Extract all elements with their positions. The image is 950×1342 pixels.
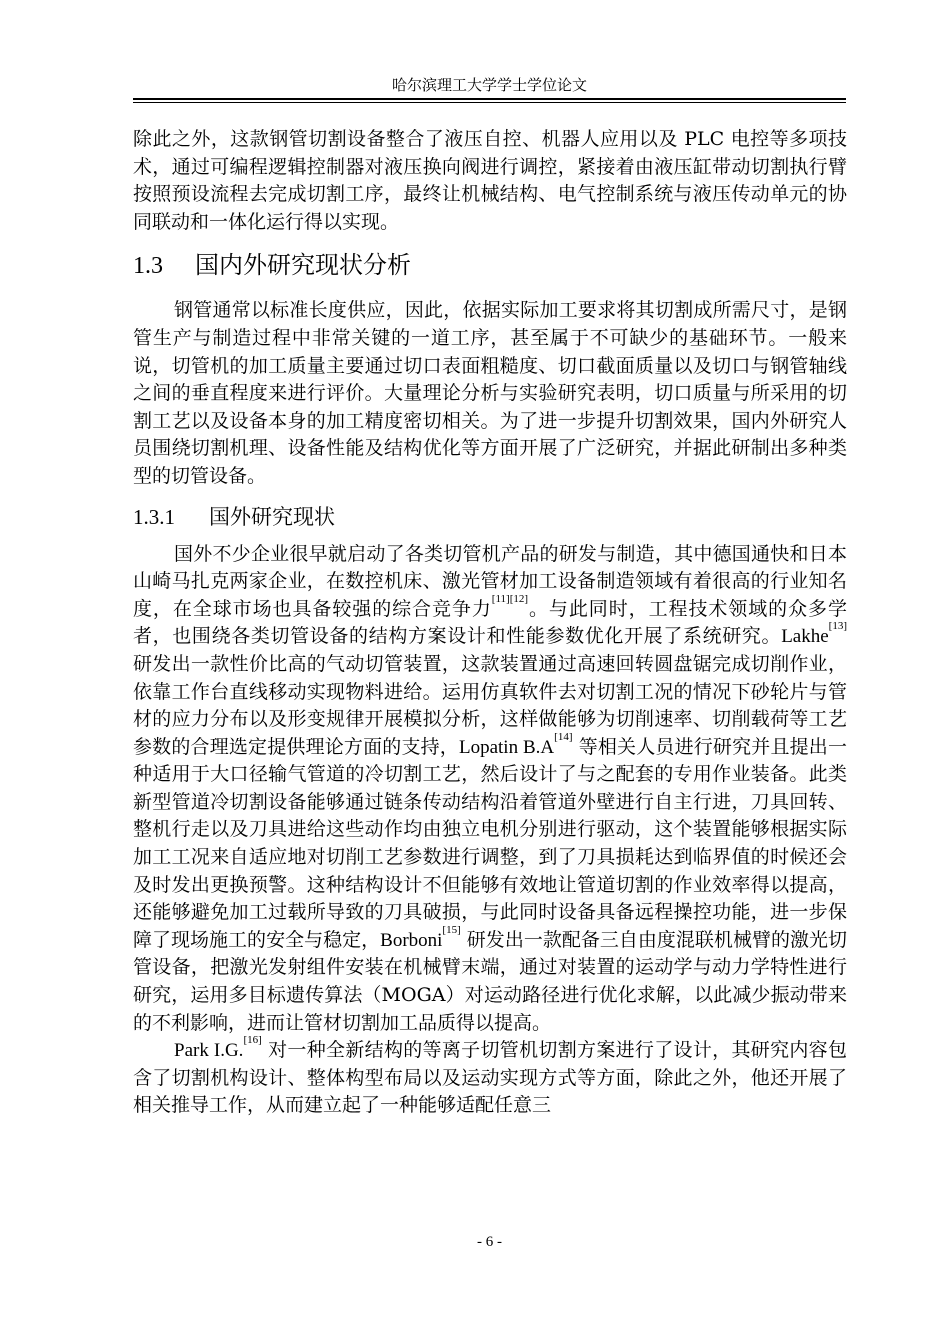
text-run: 研发出一款性价比高的气动切管装置，这款装置通过高速回转圆盘锯完成切削作业，依靠工作台直线移动实现物料进给。运用仿真软件去对切割工况的情况下砂轮片与管材的应力分布以及形变规律开展模拟分析，这样做能够为切削速率、切削载荷等工艺参数的合理选定提供理论方面的支持， xyxy=(133,652,847,758)
park-paragraph xyxy=(133,1034,847,1120)
text-run: 研发出一款配备三自由度混联机械臂的激光切管设备，把激光发射组件安装在机械臂末端，通过对装置的运动学与动力学特性进行研究，运用多目标遗传算法（MOGA）对运动路径进行优化求解，以此减少振动带来的不利影响，进而让管材切割加工品质得以提高。 xyxy=(133,928,847,1034)
citation: [14] xyxy=(554,730,573,743)
text-run: 国外不少企业很早就启动了各类切管机产品的研发与制造，其中德国通快和日本山崎马扎克两家企业，在数控机床、激光管材加工设备制造领域有着很高的行业知名度，在全球市场也具备较强的综合竞争力 xyxy=(133,542,847,620)
intro-paragraph: 除此之外，这款钢管切割设备整合了液压自控、机器人应用以及 PLC 电控等多项技术，通过可编程逻辑控制器对液压换向阀进行调控，紧接着由液压缸带动切割执行臂按照预设流程去完成切割工序，最终让机械结构、电气控制系统与液压传动单元的协同联动和一体化运行得以实现。 xyxy=(133,128,847,233)
subsection-number: 1.3.1 xyxy=(133,504,175,529)
running-header: 哈尔滨理工大学学士学位论文 xyxy=(391,76,587,94)
section-heading-1-3 xyxy=(133,250,847,281)
text-run: 对一种全新结构的等离子切管机切割方案进行了设计，其研究内容包含了切割机构设计、整体构型布局以及运动实现方式等方面，除此之外，他还开展了相关推导工作，从而建立起了一种能够适配任意三 xyxy=(133,1039,847,1117)
page-number: - 6 - xyxy=(477,1234,502,1250)
author-name: Borboni xyxy=(380,929,443,951)
author-name: Lopatin B.A xyxy=(458,736,555,758)
citation: [13] xyxy=(828,620,847,633)
header-rule-thin xyxy=(133,102,846,103)
author-name: Lakhe xyxy=(781,626,829,648)
body-content xyxy=(133,126,847,1120)
section-title: 国内外研究现状分析 xyxy=(195,251,411,280)
text-run: 等相关人员进行研究并且提出一种适用于大口径输气管道的冷切割工艺，然后设计了与之配套的专用作业装备。此类新型管道冷切割设备能够通过链条传动结构沿着管道外壁进行自主行进，刀具回转、整机行走以及刀具进给这些动作均由独立电机分别进行驱动，这个装置能够根据实际加工工况来自适应地对切削工艺参数进行调整，到了刀具损耗达到临界值的时候还会及时发出更换预警。这种结构设计不但能够有效地让管道切割的作业效率得以提高，还能够避免加工过载所导致的刀具破损，与此同时设备具备远程操控功能，进一步保障了现场施工的安全与稳定， xyxy=(133,735,847,951)
citation: [15] xyxy=(442,923,461,936)
author-name: Park I.G. xyxy=(174,1040,244,1062)
subsection-heading-1-3-1 xyxy=(133,503,847,531)
section-1-3-paragraph: 钢管通常以标准长度供应，因此，依据实际加工要求将其切割成所需尺寸，是钢管生产与制造过程中非常关键的一道工序，甚至属于不可缺少的基础环节。一般来说，切管机的加工质量主要通过切口表面粗糙度、切口截面质量以及切口与钢管轴线之间的垂直程度来进行评价。大量理论分析与实验研究表明，切口质量与所采用的切割工艺以及设备本身的加工精度密切相关。为了进一步提升切割效果，国内外研究人员围绕切割机理、设备性能及结构优化等方面开展了广泛研究，并据此研制出多种类型的切管设备。 xyxy=(133,299,847,487)
text-run: 。与此同时，工程技术领域的众多学者，也围绕各类切管设备的结构方案设计和性能参数优化开展了系统研究。 xyxy=(133,597,847,648)
section-number: 1.3 xyxy=(133,253,163,280)
citation: [16] xyxy=(243,1034,262,1047)
citation: [11][12] xyxy=(491,592,529,605)
foreign-research-paragraph xyxy=(133,541,847,1038)
header-rule-thick xyxy=(133,98,846,100)
subsection-title: 国外研究现状 xyxy=(209,504,335,529)
